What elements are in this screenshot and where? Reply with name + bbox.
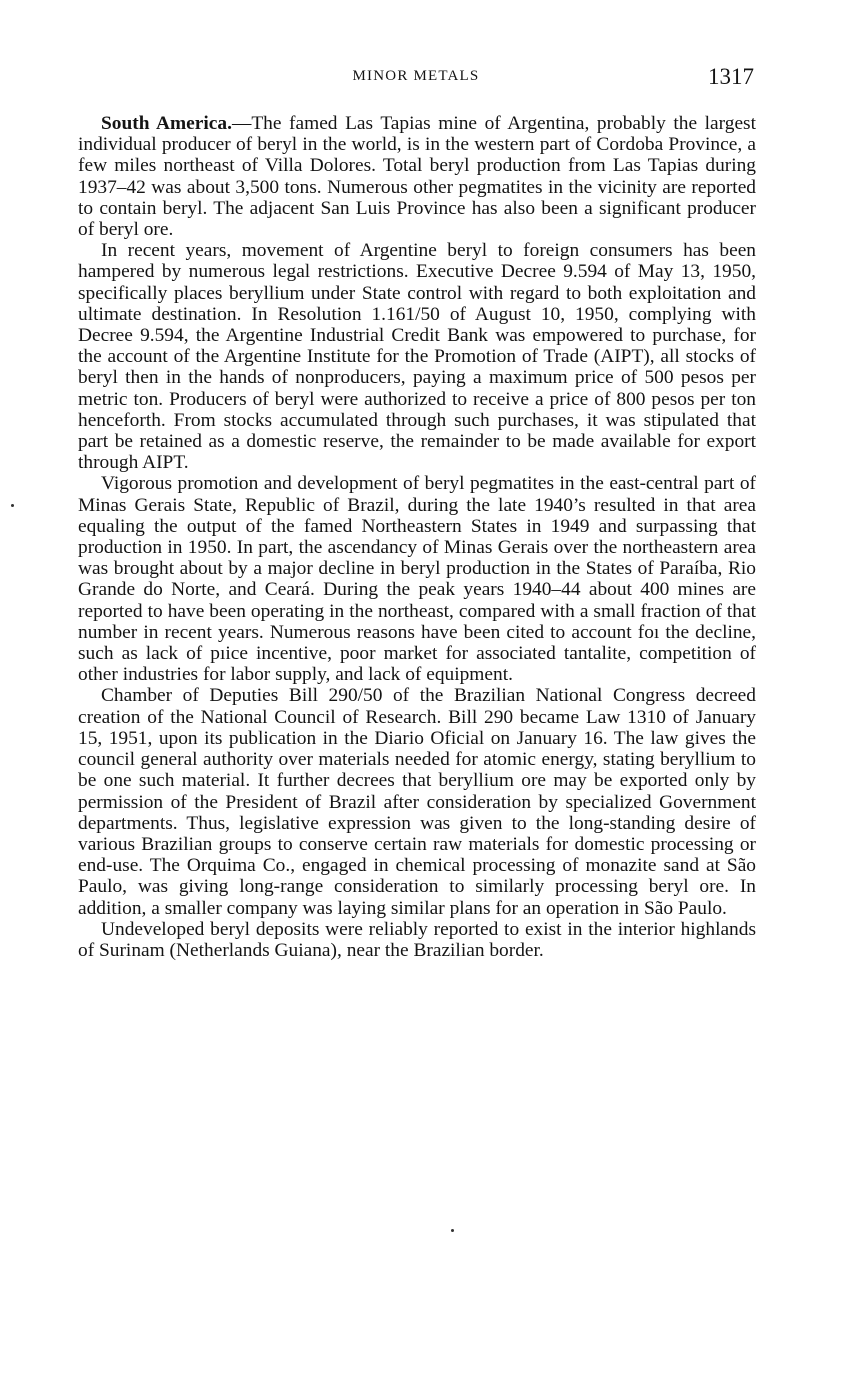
running-head <box>78 64 754 94</box>
paragraph-minas-gerais: Vigorous promotion and development of beryl pegmatites in the east-central part of Minas Gerais State, Republic of Brazil, during the late 1940’s resulted in that area equaling the output of the famed Northeastern States in 1949 and surpassing that production in 1950. In part, the ascendancy of Minas Gerais over the northeastern area was brought about by a major decline in beryl production in the States of Paraíba, Rio Grande do Norte, and Ceará. During the peak years 1940–44 about 400 mines are reported to have been operating in the northeast, compared with a small fraction of that number in recent years. Numerous reasons have been cited to account foı the decline, such as lack of pıice incentive, poor market for associated tantalite, competition of other industries for labor supply, and lack of equipment. <box>78 473 756 686</box>
paragraph-brazilian-congress: Chamber of Deputies Bill 290/50 of the Brazilian National Congress decreed creation of the National Council of Research. Bill 290 became Law 1310 of January 15, 1951, upon its publication in the Diario Oficial on January 16. The law gives the council general authority over materials needed for atomic energy, stating beryllium to be one such material. It further decrees that beryllium ore may be exported only by permission of the President of Brazil after consideration by specialized Government departments. Thus, legislative expression was given to the long-standing desire of various Brazilian groups to conserve certain raw materials for domestic processing or end-use. The Orquima Co., engaged in chemical processing of monazite sand at São Paulo, was giving long-range consideration to similarly processing beryl ore. In addition, a smaller company was laying similar plans for an operation in São Paulo. <box>78 685 756 919</box>
paragraph-argentine-restrictions: In recent years, movement of Argentine beryl to foreign consumers has been hampered by numerous legal restrictions. Executive Decree 9.594 of May 13, 1950, specifically places beryllium under State control with regard to both exploitation and ultimate destination. In Resolution 1.161/50 of August 10, 1950, complying with Decree 9.594, the Argentine Industrial Credit Bank was empowered to purchase, for the account of the Argentine Institute for the Promotion of Trade (AIPT), all stocks of beryl then in the hands of nonproducers, paying a maximum price of 500 pesos per metric ton. Producers of beryl were authorized to receive a price of 800 pesos per ton henceforth. From stocks accumulated through such purchases, it was stipulated that part be retained as a domestic reserve, the remainder to be made available for export through AIPT. <box>78 240 756 474</box>
scan-speck <box>11 504 14 507</box>
page-number: 1317 <box>708 64 754 89</box>
section-run-in-heading: South America. <box>101 113 232 134</box>
paragraph-south-america <box>78 113 756 240</box>
paragraph-text: —The famed Las Tapias mine of Argentina, probably the largest individual producer of beryl in the world, is in the western part of Cordoba Province, a few miles northeast of Villa Dolores. Total beryl production from Las Tapias during 1937–42 was about 3,500 tons. Numerous other pegmatites in the vicinity are reported to contain beryl. The adjacent San Luis Province has also been a significant producer of beryl ore. <box>78 113 756 241</box>
paragraph-surinam: Undeveloped beryl deposits were reliably reported to exist in the interior highlands of Surinam (Netherlands Guiana), near the Brazilian border. <box>78 918 756 961</box>
body-text <box>78 113 756 961</box>
running-title: MINOR METALS <box>352 68 480 84</box>
scan-speck <box>451 1229 454 1232</box>
